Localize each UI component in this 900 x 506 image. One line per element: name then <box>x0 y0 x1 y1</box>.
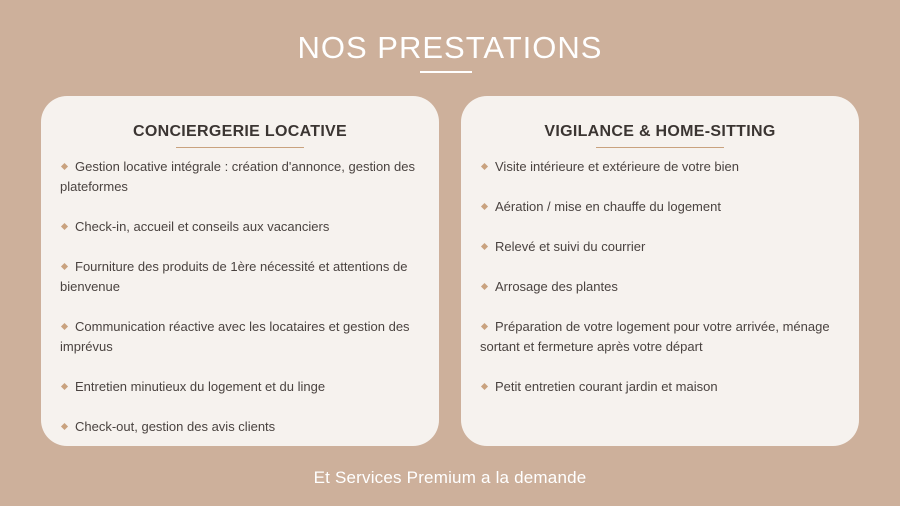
list-item <box>480 377 845 397</box>
diamond-bullet-icon <box>61 163 68 170</box>
list-item-text: Préparation de votre logement pour votre arrivée, ménage sortant et fermeture après votre départ <box>480 319 830 354</box>
card-underline <box>176 147 304 148</box>
diamond-bullet-icon <box>61 423 68 430</box>
list-item <box>480 317 845 357</box>
list-item-text: Aération / mise en chauffe du logement <box>495 199 721 214</box>
list-item-text: Communication réactive avec les locataires et gestion des imprévus <box>60 319 410 354</box>
list-item-text: Check-out, gestion des avis clients <box>75 419 276 434</box>
diamond-bullet-icon <box>481 163 488 170</box>
diamond-bullet-icon <box>481 383 488 390</box>
list-item-text: Arrosage des plantes <box>495 279 618 294</box>
card-title: CONCIERGERIE LOCATIVE <box>132 123 348 140</box>
list-item-text: Entretien minutieux du logement et du linge <box>75 379 326 394</box>
diamond-bullet-icon <box>481 243 488 250</box>
page-title: NOS PRESTATIONS <box>297 30 603 65</box>
list-item <box>480 237 845 257</box>
footer-tagline: Et Services Premium a la demande <box>313 468 587 487</box>
list-item <box>480 197 845 217</box>
list-item <box>480 277 845 297</box>
list-item <box>60 157 425 197</box>
list-item-text: Petit entretien courant jardin et maison <box>495 379 718 394</box>
card-underline <box>596 147 724 148</box>
list-item <box>60 217 425 237</box>
card-title: VIGILANCE & HOME-SITTING <box>544 123 776 140</box>
diamond-bullet-icon <box>61 383 68 390</box>
diamond-bullet-icon <box>61 323 68 330</box>
service-list <box>480 157 845 417</box>
list-item <box>60 377 425 397</box>
list-item <box>60 417 425 437</box>
list-item-text: Visite intérieure et extérieure de votre bien <box>495 159 740 174</box>
diamond-bullet-icon <box>481 323 488 330</box>
diamond-bullet-icon <box>481 203 488 210</box>
list-item <box>60 317 425 357</box>
list-item-text: Relevé et suivi du courrier <box>495 239 646 254</box>
diamond-bullet-icon <box>61 223 68 230</box>
list-item <box>480 157 845 177</box>
card-conciergerie-locative <box>41 96 439 446</box>
list-item <box>60 257 425 297</box>
diamond-bullet-icon <box>481 283 488 290</box>
card-vigilance-home-sitting <box>461 96 859 446</box>
list-item-text: Gestion locative intégrale : création d'annonce, gestion des plateformes <box>60 159 415 194</box>
title-underline <box>420 71 472 73</box>
service-list <box>60 157 425 457</box>
list-item-text: Check-in, accueil et conseils aux vacanciers <box>75 219 330 234</box>
diamond-bullet-icon <box>61 263 68 270</box>
list-item-text: Fourniture des produits de 1ère nécessité et attentions de bienvenue <box>60 259 408 294</box>
